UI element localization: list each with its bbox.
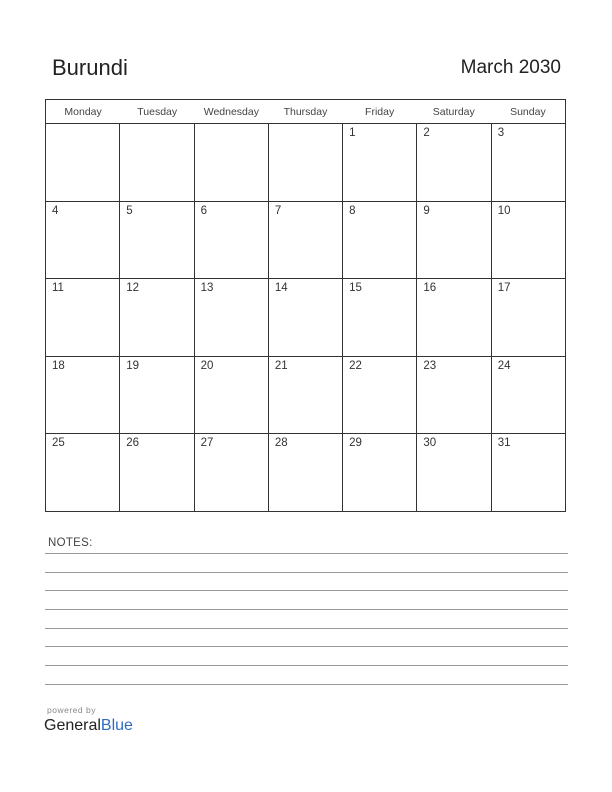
day-number: 12: [126, 282, 140, 295]
notes-line: [45, 590, 568, 591]
day-cell: [195, 202, 269, 279]
day-number: 5: [126, 204, 133, 217]
day-cell: [269, 434, 343, 512]
day-cell: [46, 279, 120, 356]
day-cell: [492, 357, 565, 434]
day-number: 29: [349, 437, 362, 450]
day-number: 26: [126, 437, 140, 450]
week-row-3: [46, 279, 565, 357]
day-number: 30: [423, 437, 437, 450]
day-cell: [46, 357, 120, 434]
day-cell: [343, 279, 417, 356]
weekday-saturday: Saturday: [432, 106, 475, 118]
day-cell: [417, 434, 491, 512]
day-number: 23: [423, 359, 437, 372]
day-cell: [417, 357, 491, 434]
powered-by-text: powered by: [47, 705, 96, 715]
brand-blue-text: Blue: [100, 717, 133, 734]
day-number: 20: [200, 359, 214, 372]
day-number: 28: [274, 437, 288, 450]
week-row-5: [46, 434, 565, 512]
week-row-1: [46, 124, 565, 202]
day-number: 11: [52, 282, 64, 295]
weekday-header-row: [46, 100, 565, 124]
day-number: 31: [497, 437, 511, 450]
brand-general-text: General: [44, 717, 101, 734]
day-cell: [343, 434, 417, 512]
day-number: 19: [126, 359, 140, 372]
day-cell: [492, 124, 565, 201]
weekday-thursday: Thursday: [283, 106, 328, 118]
day-cell: [269, 202, 343, 279]
day-cell: [343, 202, 417, 279]
day-number: 1: [349, 127, 356, 139]
day-number: 24: [497, 359, 511, 372]
day-number: 15: [349, 282, 362, 295]
day-number: 27: [200, 437, 214, 450]
day-number: 10: [497, 204, 511, 217]
day-number: 7: [274, 204, 282, 217]
day-number: 13: [200, 282, 214, 295]
day-number: 4: [52, 204, 59, 217]
weekday-wednesday: Wednesday: [203, 106, 259, 118]
day-cell: [120, 434, 194, 512]
notes-line: [45, 665, 568, 666]
day-cell: [492, 202, 565, 279]
day-cell: [492, 434, 565, 512]
week-row-2: [46, 202, 565, 280]
day-cell: [492, 279, 565, 356]
day-cell: [269, 357, 343, 434]
day-number: 2: [423, 127, 430, 139]
day-cell: [46, 434, 120, 512]
day-cell: [46, 124, 120, 201]
day-cell: [120, 279, 194, 356]
day-number: 18: [52, 359, 65, 372]
day-cell: [269, 124, 343, 201]
day-cell: [120, 202, 194, 279]
weekday-tuesday: Tuesday: [137, 106, 178, 118]
day-cell: [343, 124, 417, 201]
day-number: 14: [274, 282, 288, 295]
day-number: 16: [423, 282, 437, 295]
day-cell: [46, 202, 120, 279]
notes-line: [45, 646, 568, 647]
weekday-sunday: Sunday: [510, 106, 546, 118]
country-title: Burundi: [52, 55, 128, 80]
day-cell: [195, 279, 269, 356]
day-cell: [120, 357, 194, 434]
weekday-monday: Monday: [64, 106, 102, 118]
day-cell: [417, 202, 491, 279]
day-cell: [195, 124, 269, 201]
day-cell: [195, 357, 269, 434]
day-number: 25: [52, 437, 65, 450]
calendar-grid: [45, 99, 566, 512]
day-number: 22: [349, 359, 362, 372]
month-year-title: March 2030: [460, 57, 561, 78]
day-number: 17: [497, 282, 511, 295]
day-number: 9: [423, 204, 430, 217]
day-cell: [269, 279, 343, 356]
day-cell: [120, 124, 194, 201]
notes-line: [45, 628, 568, 629]
day-cell: [343, 357, 417, 434]
week-row-4: [46, 357, 565, 435]
day-number: 21: [274, 359, 288, 372]
day-cell: [417, 124, 491, 201]
notes-line: [45, 609, 568, 610]
notes-line: [45, 684, 568, 685]
day-number: 3: [497, 127, 505, 139]
notes-label: NOTES:: [48, 537, 93, 549]
weekday-friday: Friday: [365, 106, 395, 118]
day-cell: [417, 279, 491, 356]
generalblue-logo[interactable]: [44, 717, 133, 735]
notes-line: [45, 553, 568, 554]
day-number: 8: [349, 204, 356, 217]
day-cell: [195, 434, 269, 512]
day-number: 6: [200, 204, 207, 217]
notes-line: [45, 572, 568, 573]
